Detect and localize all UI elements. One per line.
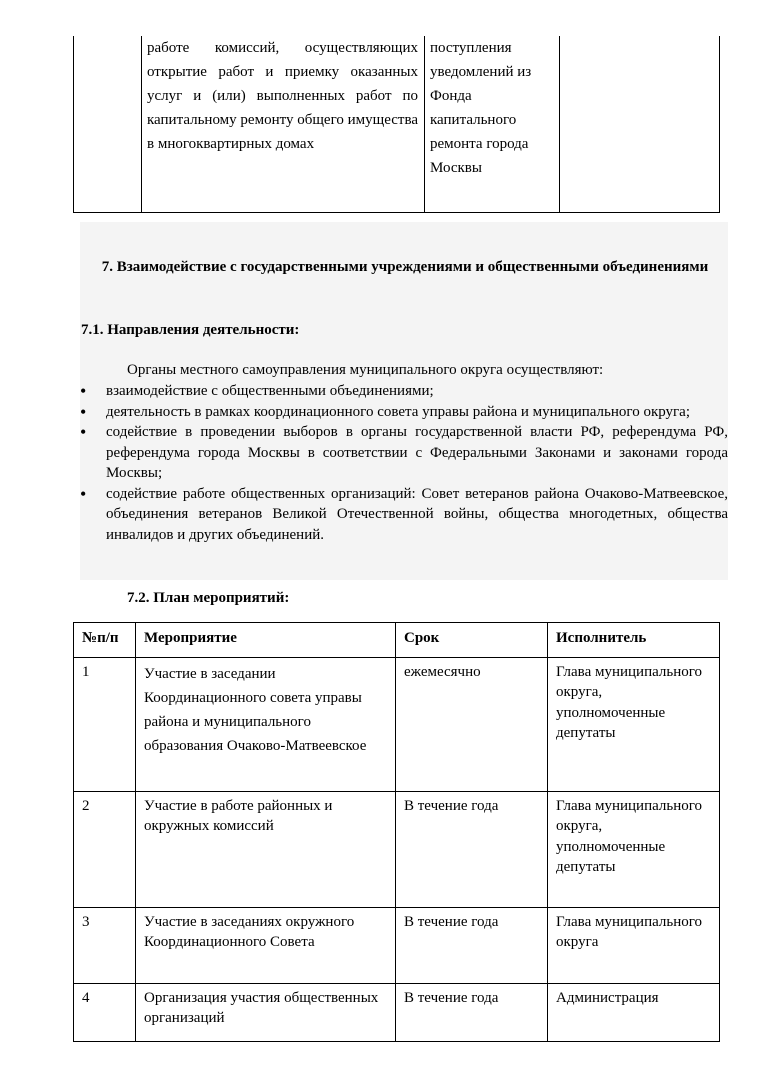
table-cell: Организация участия общественных организаций <box>136 983 396 1041</box>
list-item: • содействие работе общественных организаций: Совет ветеранов района Очаково-Матвеевское, объединения ветеранов Великой Отечественной войны, общества многодетных, общества инвалидов и других объединений. <box>80 484 728 546</box>
subsection-title: 7.1. Направления деятельности: <box>81 322 300 338</box>
table-cell <box>74 36 142 212</box>
section-title: 7. Взаимодействие с государственными учреждениями и общественными объединениями <box>101 259 709 275</box>
table-cell: Участие в заседаниях окружного Координационного Совета <box>136 907 396 983</box>
table-cell: Глава муниципального округа, уполномоченные депутаты <box>548 791 720 907</box>
table-cell: 3 <box>74 907 136 983</box>
table-cell: В течение года <box>396 983 548 1041</box>
table-cell: 1 <box>74 657 136 791</box>
column-header: Исполнитель <box>548 623 720 658</box>
table-cell: ежемесячно <box>396 657 548 791</box>
cell-text: Участие в заседании Координационного совета управы района и муниципального образования Очаково-Матвеевское <box>144 665 367 754</box>
table-header-row <box>74 623 720 658</box>
table-cell <box>560 36 720 212</box>
list-item: • содействие в проведении выборов в органы государственной власти РФ, референдума РФ, референдума города Москвы в соответствии с Федеральными Законами и законами города Москвы; <box>80 422 728 484</box>
plan-table <box>73 622 720 1042</box>
table-row <box>74 907 720 983</box>
table-cell <box>136 657 396 791</box>
table-cell: В течение года <box>396 791 548 907</box>
plan-title: 7.2. План мероприятий: <box>127 590 290 606</box>
activity-list <box>80 381 728 545</box>
column-header: №п/п <box>74 623 136 658</box>
column-header: Срок <box>396 623 548 658</box>
table-cell: работе комиссий, осуществляющих открытие работ и приемку оказанных услуг и (или) выполненных работ по капитальному ремонту общего имущества в многоквартирных домах <box>142 36 425 212</box>
table-cell: В течение года <box>396 907 548 983</box>
table-row <box>74 983 720 1041</box>
column-header: Мероприятие <box>136 623 396 658</box>
table-cell: поступления уведомлений из Фонда капитального ремонта города Москвы <box>425 36 560 212</box>
intro-paragraph: Органы местного самоуправления муниципального округа осуществляют: <box>127 362 604 378</box>
table-cell: 4 <box>74 983 136 1041</box>
list-item: • взаимодействие с общественными объединениями; <box>80 381 728 402</box>
table-row <box>74 791 720 907</box>
table-cell: Участие в работе районных и окружных комиссий <box>136 791 396 907</box>
table-cell: Глава муниципального округа <box>548 907 720 983</box>
table-cell: Администрация <box>548 983 720 1041</box>
table-row <box>74 36 720 212</box>
table-cell: 2 <box>74 791 136 907</box>
list-item: • деятельность в рамках координационного совета управы района и муниципального округа; <box>80 402 728 423</box>
continuation-table <box>73 36 720 213</box>
table-row <box>74 657 720 791</box>
table-cell: Глава муниципального округа, уполномоченные депутаты <box>548 657 720 791</box>
